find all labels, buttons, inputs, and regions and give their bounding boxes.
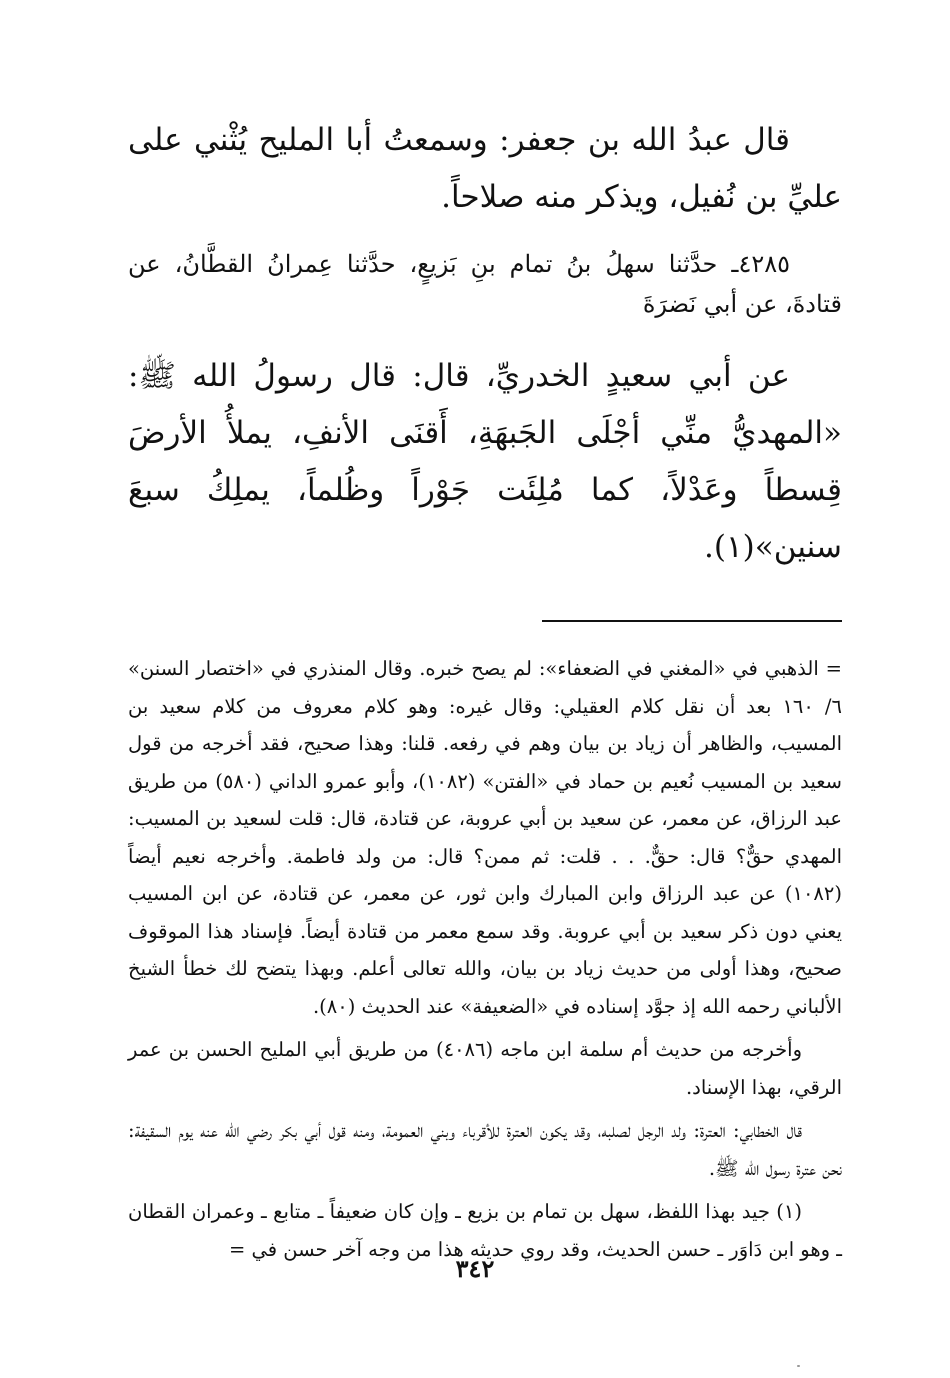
footnote-umm-salama: وأخرجه من حديث أم سلمة ابن ماجه (٤٠٨٦) من طريق أبي المليح الحسن بن عمر الرقي، بهذا الإسناد. [128,1038,842,1099]
paragraph-abdullah-ibn-jafar: قال عبدُ الله بن جعفر: وسمعتُ أبا المليح يُثْني على عليِّ بن نُفيل، ويذكر منه صلاحاً. [128,122,842,215]
hadith-text-mahdi: عن أبي سعيدٍ الخدريِّ، قال: قال رسولُ الله ﷺ: «المهديُّ منِّي أجْلَى الجَبهَةِ، أَقنَى الأنفِ، يملأُ الأرضَ قِسطاً وعَدْلاً، كما مُلِئَت جَوْراً وظُلماً، يملِكُ سبعَ سنين»(١). [128,358,842,565]
footnotes [128,650,842,1268]
page-content [128,112,842,1274]
page-number: ٣٤٢ [455,1254,495,1283]
main-text [128,112,842,576]
footnote-khattabi: قال الخطابي: العترة: ولد الرجل لصلبه، وقد يكون العترة للأقرباء وبني العمومة، ومنه قول أبي بكر رضي الله عنه يوم السقيفة: نحن عترة رسول الله ﷺ. [128,1119,842,1180]
footnote-separator-wrap [128,596,842,638]
footnote-separator [542,620,842,622]
scan-speck [797,1365,800,1367]
hadith-chain-4285: ٤٢٨٥ـ حدَّثنا سهلُ بنُ تمام بنِ بَزيعٍ، حدَّثنا عِمرانُ القطَّانُ، عن قتادةَ، عن أبي نَضرَةَ [128,250,842,318]
footnote-1: (١) جيد بهذا اللفظ، سهل بن تمام بن بزيع ـ وإن كان ضعيفاً ـ متابع ـ وعمران القطان ـ وهو ابن دَاوَر ـ حسن الحديث، وقد روي حديثه هذا من وجه آخر حسن في = [128,1200,842,1261]
footnote-continued: = الذهبي في «المغني في الضعفاء»: لم يصح خبره. وقال المنذري في «اختصار السنن» ٦/ ١٦٠ بعد أن نقل كلام العقيلي: وقال غيره: وهو كلام معروف من كلام سعيد بن المسيب، والظاهر أن زياد بن بيان وهم في رفعه. قلنا: وهذا صحيح، فقد أخرجه من قول سعيد بن المسيب نُعيم بن حماد في «الفتن» (١٠٨٢)، وأبو عمرو الداني (٥٨٠) من طريق عبد الرزاق، عن معمر، عن سعيد بن أبي عروبة، عن قتادة، قال: قلت لسعيد بن المسيب: المهدي حقٌّ؟ قال: حقٌّ. . . قلت: ثم ممن؟ قال: من ولد فاطمة. وأخرجه نعيم أيضاً (١٠٨٢) عن عبد الرزاق وابن المبارك وابن ثور، عن معمر، عن قتادة، عن ابن المسيب يعني دون ذكر سعيد بن أبي عروبة. وقد سمع معمر من قتادة أيضاً. فإسناد هذا الموقوف صحيح، وهذا أولى من حديث زياد بن بيان، والله تعالى أعلم. وبهذا يتضح لك خطأ الشيخ الألباني رحمه الله إذ جوَّد إسناده في «الضعيفة» عند الحديث (٨٠). [128,657,842,1018]
